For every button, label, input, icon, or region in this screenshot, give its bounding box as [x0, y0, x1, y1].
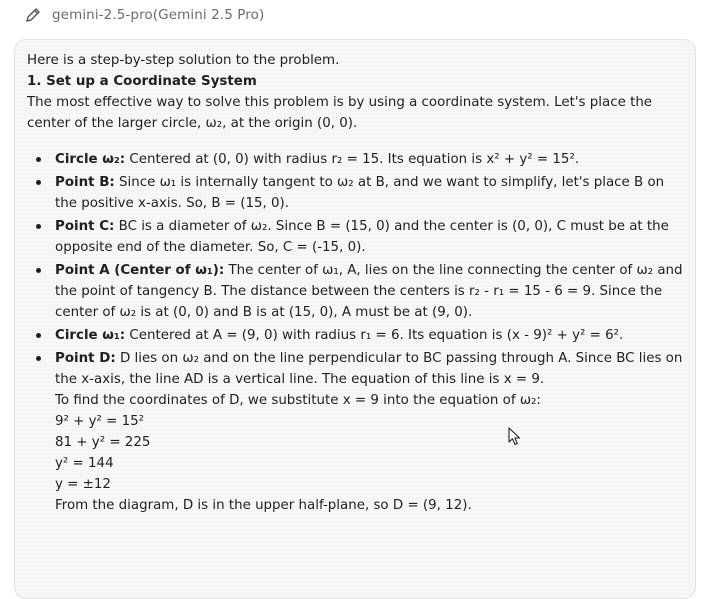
list-item	[27, 325, 683, 346]
list-item	[27, 216, 683, 258]
intro-text: Here is a step-by-step solution to the problem.	[27, 53, 340, 68]
equation-line: 9² + y² = 15²	[55, 414, 145, 429]
list-item	[27, 172, 683, 214]
bullet-text-line: From the diagram, D is in the upper half-plane, so D = (9, 12).	[55, 498, 472, 513]
bullet-icon	[36, 333, 41, 338]
bullet-text: Since ω₁ is internally tangent to ω₂ at B, and we want to simplify, let's place B on the positive x-axis. So, B = (15, 0).	[55, 175, 665, 211]
model-header	[24, 4, 264, 26]
bullet-text-line: To find the coordinates of D, we substitute x = 9 into the equation of ω₂:	[55, 393, 541, 408]
bullet-text: The center of ω₁, A, lies on the line connecting the center of ω₂ and the point of tangency B. The distance between the centers is r₂ - r₁ = 15 - 6 = 9. Since the center of ω₂ is at (0, 0) and B is at (15, 0), A must be at (9, 0).	[55, 263, 683, 320]
bullet-title: Point A (Center of ω₁):	[55, 263, 225, 278]
bullet-text: D lies on ω₂ and on the line perpendicular to BC passing through A. Since BC lies on the x-axis, the line AD is a vertical line. The equation of this line is x = 9.	[55, 351, 683, 387]
mouse-cursor-icon	[507, 427, 523, 447]
bullet-icon	[36, 180, 41, 185]
bullet-text: BC is a diameter of ω₂. Since B = (15, 0) and the center is (0, 0), C must be at the opposite end of the diameter. So, C = (-15, 0).	[55, 219, 669, 255]
model-name: gemini-2.5-pro(Gemini 2.5 Pro)	[52, 7, 265, 23]
pen-icon[interactable]	[24, 6, 42, 24]
section-heading: 1. Set up a Coordinate System	[27, 74, 257, 89]
intro-paragraph: The most effective way to solve this problem is by using a coordinate system. Let's place the center of the larger circle, ω₂, at the origin (0, 0).	[27, 95, 653, 131]
bullet-title: Circle ω₂:	[55, 152, 126, 167]
bullet-title: Circle ω₁:	[55, 328, 126, 343]
list-item	[27, 260, 683, 323]
equation-line: y = ±12	[55, 477, 111, 492]
bullet-title: Point C:	[55, 219, 115, 234]
bullet-text: Centered at A = (9, 0) with radius r₁ = 6. Its equation is (x - 9)² + y² = 6².	[129, 328, 624, 343]
bullet-icon	[36, 224, 41, 229]
bullet-text: Centered at (0, 0) with radius r₂ = 15. Its equation is x² + y² = 15².	[129, 152, 580, 167]
response-card	[14, 39, 696, 599]
bullet-icon	[36, 157, 41, 162]
bullet-title: Point D:	[55, 351, 116, 366]
step-list	[27, 149, 683, 516]
list-item	[27, 149, 683, 170]
bullet-title: Point B:	[55, 175, 115, 190]
equation-line: 81 + y² = 225	[55, 435, 151, 450]
list-item	[27, 348, 683, 516]
bullet-icon	[36, 356, 41, 361]
equation-line: y² = 144	[55, 456, 114, 471]
bullet-icon	[36, 268, 41, 273]
